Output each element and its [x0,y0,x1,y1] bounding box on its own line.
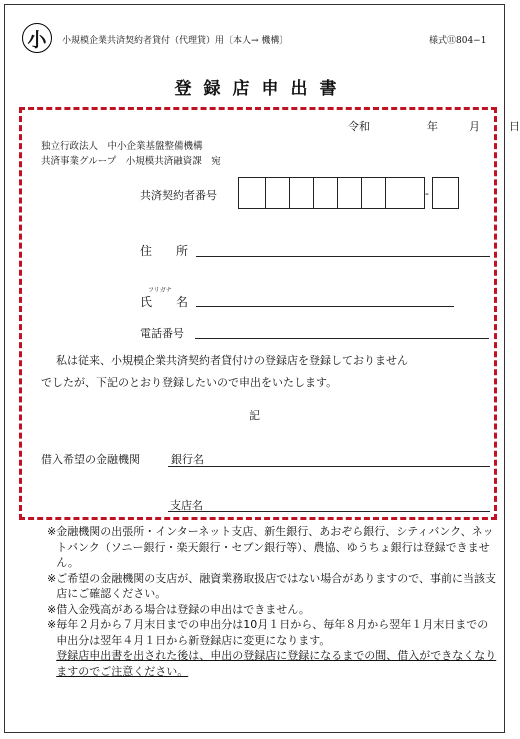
date-year: 年 [427,120,438,133]
page-title: 登録店申出書 [174,79,349,99]
note-item: ※ 金融機関の出張所・インターネット支店、新生銀行、あおぞら銀行、シティバンク、ネットバンク（ソニー銀行・楽天銀行・セブン銀行等）、農協、ゆうちょ銀行は登録できません。 [47,525,494,569]
furigana-label: フリガナ [148,287,172,294]
statement-line2: でしたが、下記のとおり登録したいので申出をいたします。 [41,376,338,389]
digit-box[interactable] [290,178,314,208]
contract-number-label: 共済契約者番号 [140,189,217,202]
note-item: ※ 毎年２月から７月末日までの申出分は10月１日から、毎年８月から翌年１月末日までの申出分は翌年４月１日から新登録店に変更になります。 [47,618,489,647]
contract-number-separator: - [425,187,429,200]
bank-name-field[interactable] [168,450,490,467]
form-header-title: 小規模企業共済契約者貸付（代理貸）用〔本人→ 機構〕 [62,36,289,46]
digit-box[interactable] [239,178,266,208]
contract-number-suffix-box[interactable] [432,177,459,209]
date-day: 日 [509,120,520,133]
bank-name-label: 銀行名 [171,453,204,466]
ki-label: 記 [249,409,260,422]
branch-name-field[interactable] [168,495,490,512]
name-field[interactable] [196,290,454,307]
date-era: 令和 [348,120,370,133]
digit-box[interactable] [386,178,424,208]
name-label: 氏 名 [140,295,189,309]
notes-section [47,524,497,679]
phone-field[interactable] [195,322,489,339]
addressee-line2: 共済事業グループ 小規模共済融資課 宛 [41,156,221,167]
phone-label: 電話番号 [140,327,184,340]
note-item: ※ 借入金残高がある場合は登録の申出はできません。 [47,602,310,616]
warning-note: 登録店申出書を出された後は、申出の登録店に登録になるまでの間、借入ができなくなりますのでご注意ください。 [56,649,497,678]
digit-box[interactable] [266,178,290,208]
small-mark: 小 [22,23,52,53]
address-label: 住 所 [140,244,189,258]
branch-name-label: 支店名 [170,499,203,512]
date-month: 月 [469,120,480,133]
date-line [348,118,520,134]
digit-box[interactable] [433,178,458,208]
digit-box[interactable] [314,178,338,208]
digit-box[interactable] [362,178,386,208]
form-number: 様式⑪804−1 [429,36,487,46]
bank-section-label: 借入希望の金融機関 [41,453,140,466]
note-item: ※ ご希望の金融機関の支店が、融資業務取扱店ではない場合がありますので、事前に当該支店にご確認ください。 [47,571,496,600]
addressee-line1: 独立行政法人 中小企業基盤整備機構 [41,141,203,152]
contract-number-boxes[interactable] [238,177,425,209]
digit-box[interactable] [338,178,362,208]
statement-line1: 私は従来、小規模企業共済契約者貸付けの登録店を登録しておりません [56,354,408,367]
address-field[interactable] [196,240,490,257]
